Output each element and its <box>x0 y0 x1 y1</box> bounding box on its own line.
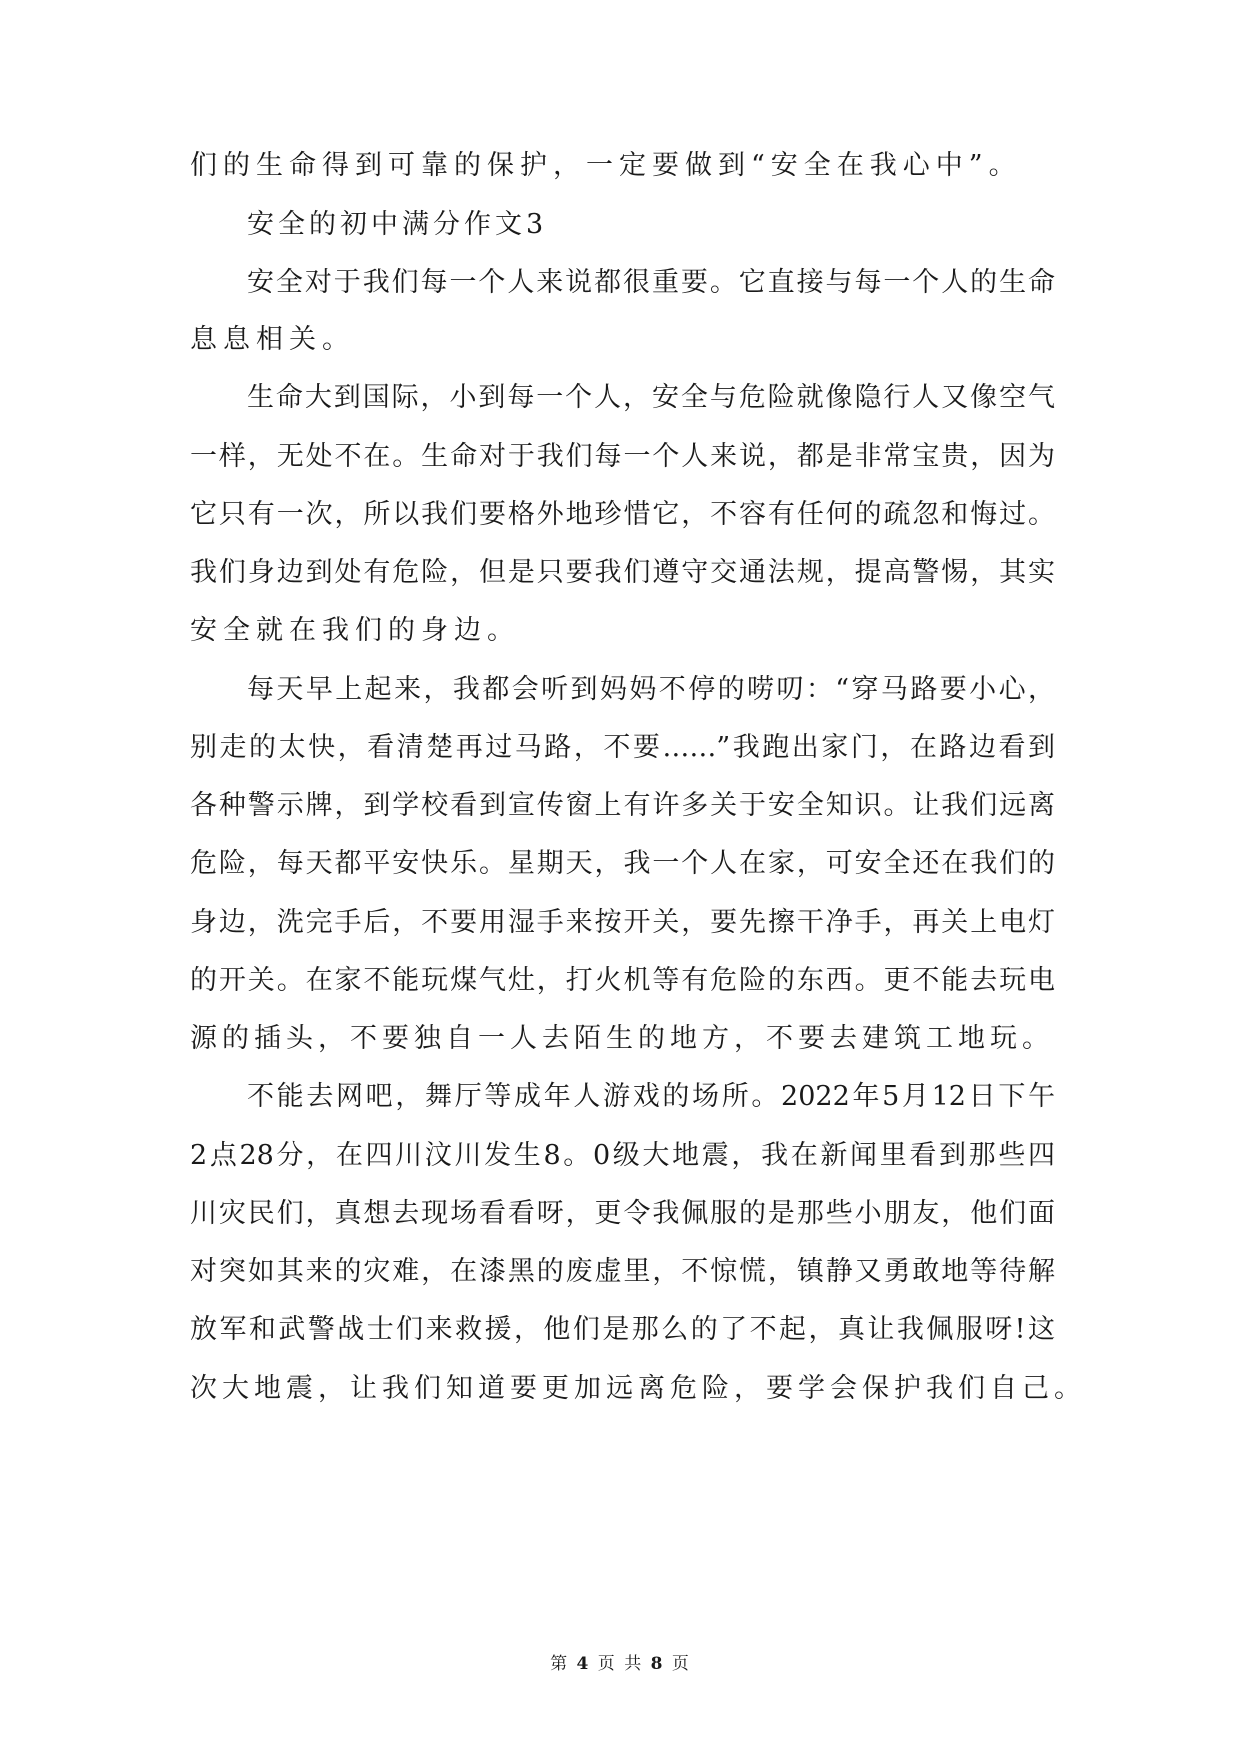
text-line: 对突如其来的灾难，在漆黑的废虚里，不惊慌，镇静又勇敢地等待解 <box>190 1256 1055 1287</box>
text-line: 它只有一次，所以我们要格外地珍惜它，不容有任何的疏忽和悔过。 <box>190 499 1055 530</box>
text-line: 别走的太快，看清楚再过马路，不要……”我跑出家门，在路边看到 <box>190 732 1055 763</box>
footer-page-label: 页 <box>597 1654 617 1674</box>
footer-total-prefix: 共 <box>624 1654 644 1674</box>
text-line: 们的生命得到可靠的保护，一定要做到“安全在我心中”。 <box>190 150 1022 181</box>
footer-prefix: 第 <box>550 1654 570 1674</box>
text-line: 身边，洗完手后，不要用湿手来按开关，要先擦干净手，再关上电灯 <box>190 907 1055 938</box>
text-line: 川灾民们，真想去现场看看呀，更令我佩服的是那些小朋友，他们面 <box>190 1198 1055 1229</box>
text-line: 我们身边到处有危险，但是只要我们遵守交通法规，提高警惕，其实 <box>190 557 1055 588</box>
total-pages-number: 8 <box>650 1654 665 1674</box>
text-line: 2点28分，在四川汶川发生8。0级大地震，我在新闻里看到那些四 <box>190 1140 1055 1171</box>
footer-suffix: 页 <box>671 1654 691 1674</box>
text-line: 不能去网吧，舞厅等成年人游戏的场所。2022年5月12日下午 <box>247 1081 1055 1112</box>
text-line: 安全对于我们每一个人来说都很重要。它直接与每一个人的生命 <box>247 267 1055 298</box>
text-line: 源的插头，不要独自一人去陌生的地方，不要去建筑工地玩。 <box>190 1023 1054 1054</box>
text-line: 次大地震，让我们知道要更加远离危险，要学会保护我们自己。 <box>190 1373 1086 1404</box>
text-line: 一样，无处不在。生命对于我们每一个人来说，都是非常宝贵，因为 <box>190 441 1055 472</box>
text-line: 每天早上起来，我都会听到妈妈不停的唠叨：“穿马路要小心， <box>247 674 1055 705</box>
text-line: 生命大到国际，小到每一个人，安全与危险就像隐行人又像空气 <box>247 382 1055 413</box>
section-heading: 安全的初中满分作文3 <box>247 209 548 240</box>
text-line: 各种警示牌，到学校看到宣传窗上有许多关于安全知识。让我们远离 <box>190 790 1055 821</box>
page-footer <box>0 1652 1241 1676</box>
text-line: 息息相关。 <box>190 324 355 355</box>
text-line: 放军和武警战士们来救援，他们是那么的了不起，真让我佩服呀!这 <box>190 1314 1055 1345</box>
text-line: 安全就在我们的身边。 <box>190 615 520 646</box>
text-line: 危险，每天都平安快乐。星期天，我一个人在家，可安全还在我们的 <box>190 848 1055 879</box>
current-page-number: 4 <box>576 1654 591 1674</box>
text-line: 的开关。在家不能玩煤气灶，打火机等有危险的东西。更不能去玩电 <box>190 965 1055 996</box>
